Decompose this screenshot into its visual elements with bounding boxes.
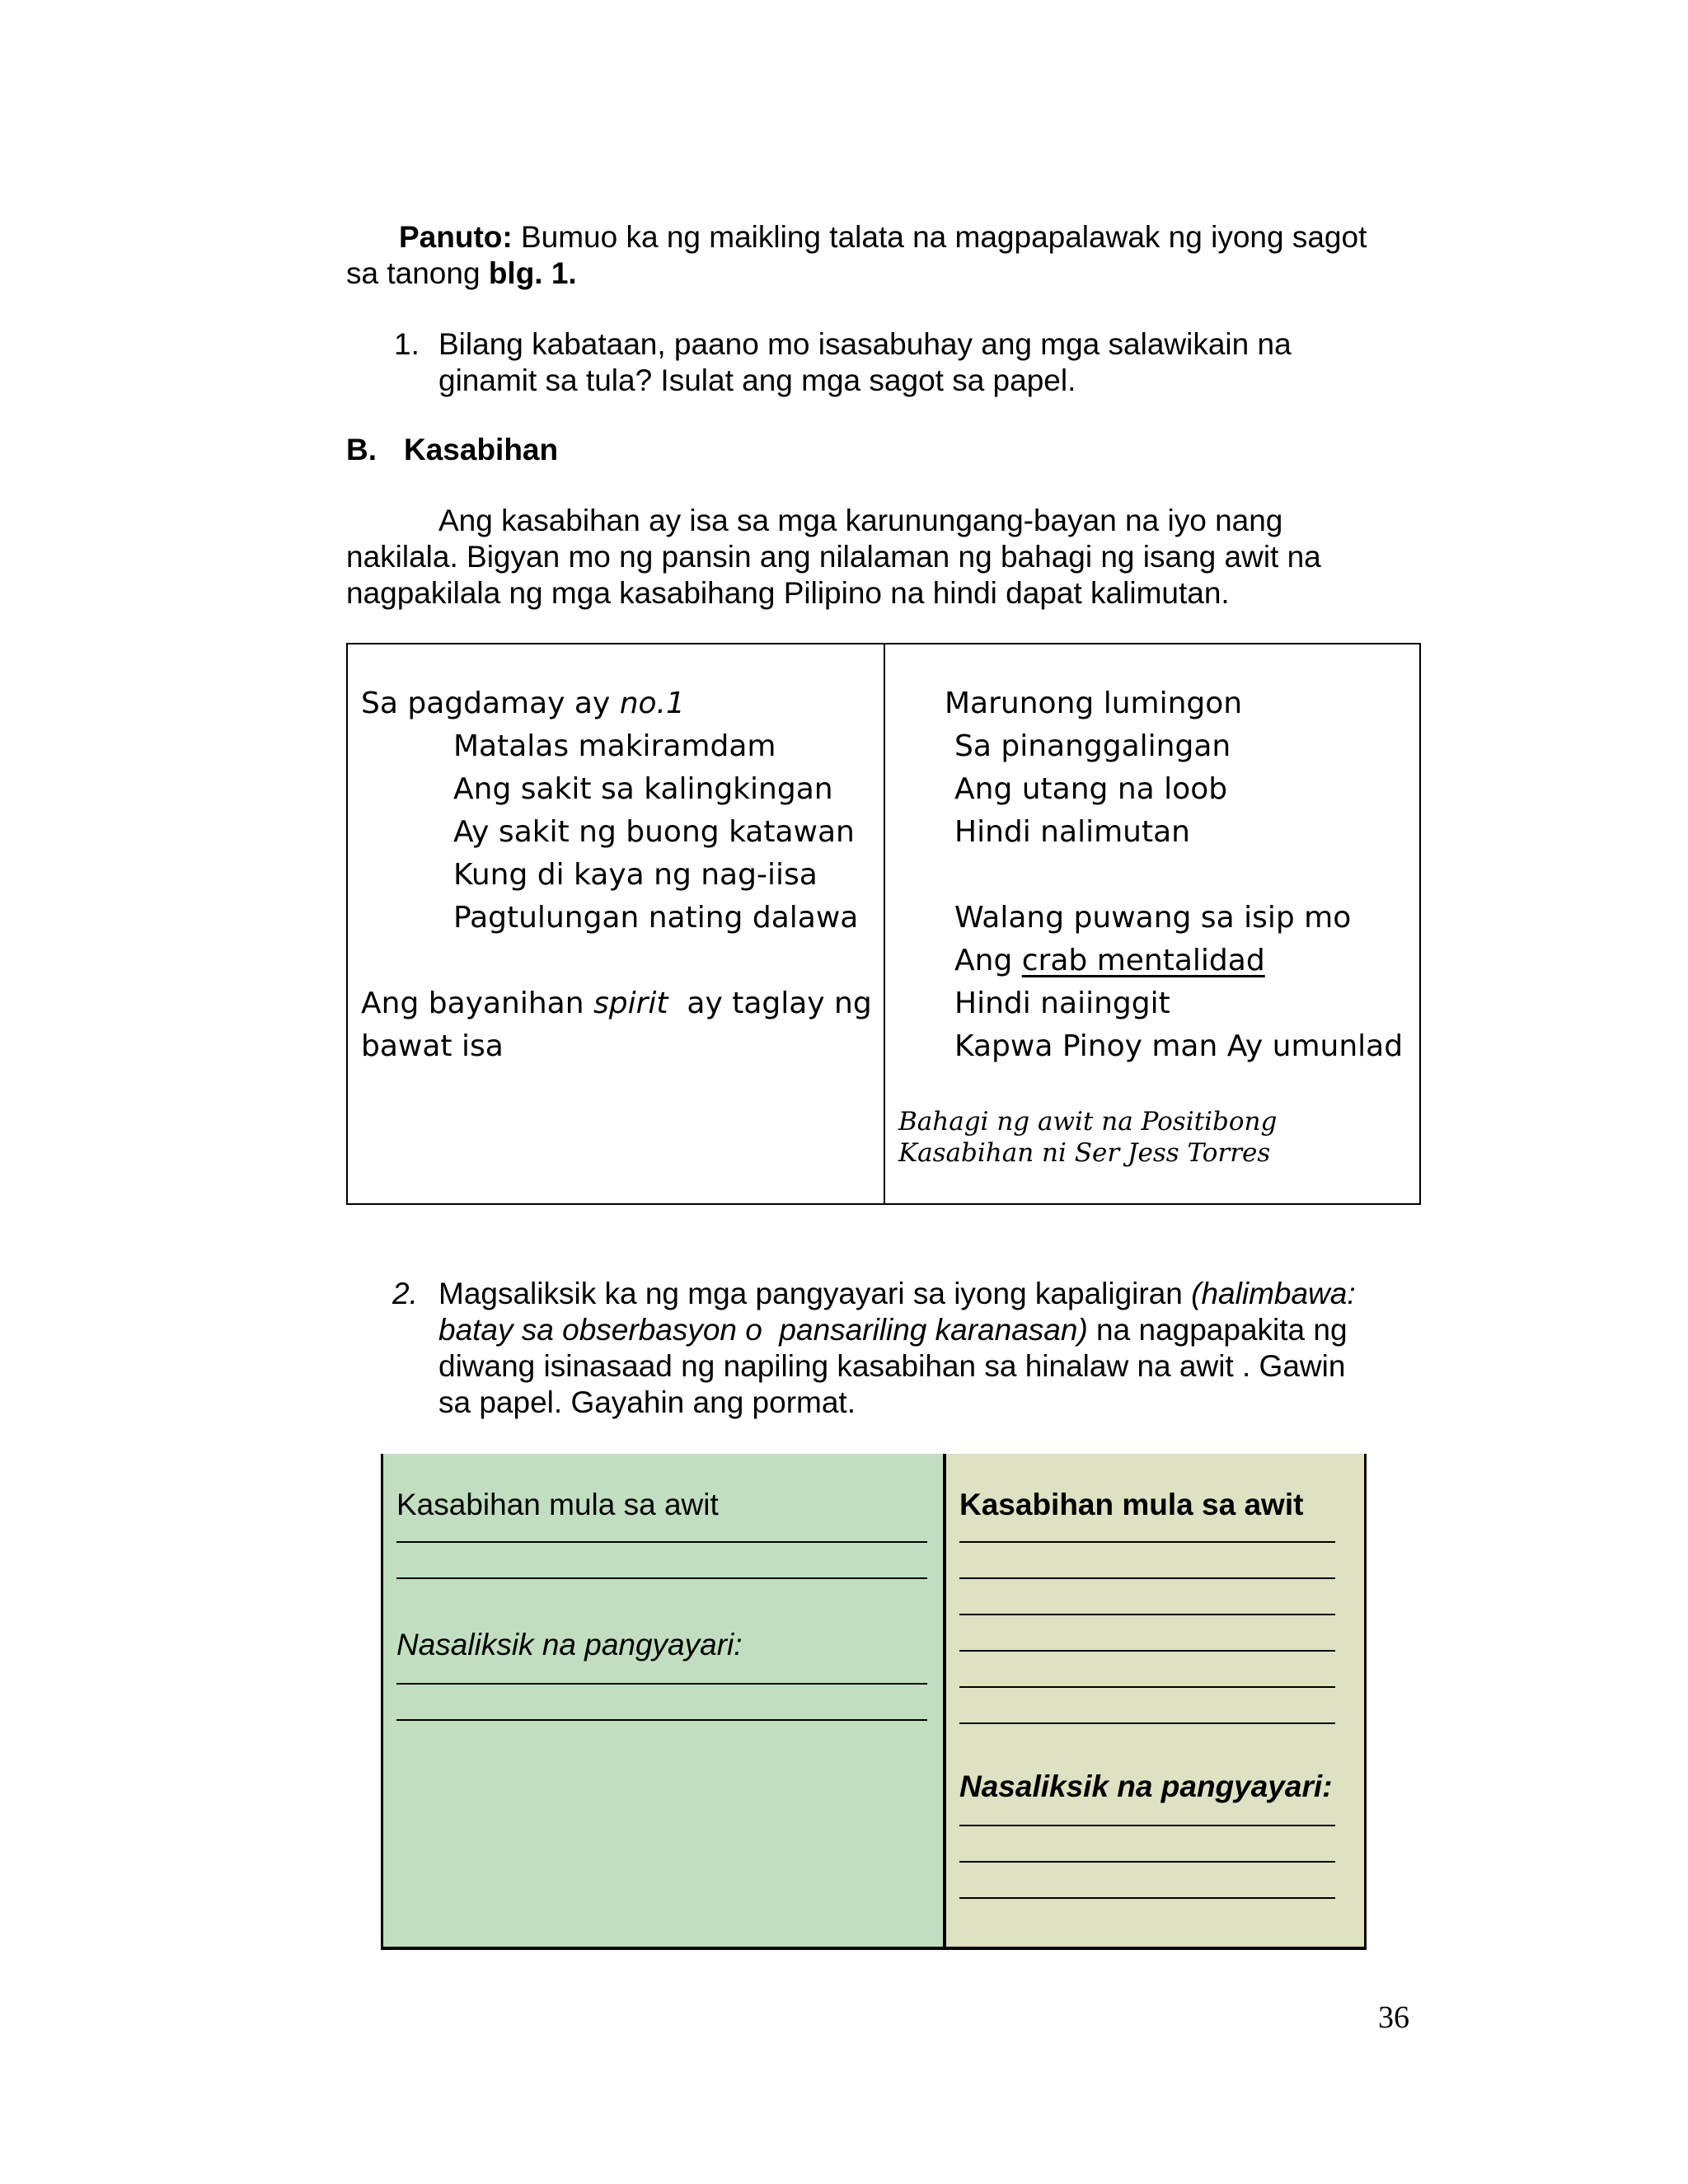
panuto-text-a: Bumuo ka ng maikling talata na magpapalawak ng iyong sagot [512,220,1367,254]
item2-line-4: sa papel. Gayahin ang pormat. [438,1385,856,1419]
song-left-line-6: Pagtulungan nating dalawa [453,901,859,935]
format-left-lines-2 [396,1614,927,1721]
format-left-label-2: Nasaliksik na pangyayari: [396,1628,743,1661]
format-right-lines-1 [959,1507,1335,1724]
intro-line-2: nakilala. Bigyan mo ng pansin ang nilalaman ng bahagi ng isang awit na [346,540,1321,574]
song-right-line-4: Hindi nalimutan [954,815,1190,849]
song-right-line-7: Hindi naiinggit [954,987,1170,1020]
item1-line-2: ginamit sa tula? Isulat ang mga sagot sa papel. [438,363,1076,397]
song-left-line-2: Matalas makiramdam [453,729,776,763]
item2-line-3: diwang isinasaad ng napiling kasabihan sa hinalaw na awit . Gawin [438,1349,1346,1383]
format-right-label-1: Kasabihan mula sa awit [959,1488,1304,1521]
song-left-bayanihan-line: Ang bayanihan spirit ay taglay ng [361,987,872,1020]
crab-mentalidad: crab mentalidad [1021,944,1265,977]
format-left-lines-1 [396,1507,927,1579]
format-right-label-2: Nasaliksik na pangyayari: [959,1769,1333,1803]
song-right-line-6: Ang crab mentalidad [954,944,1265,977]
panuto-line-2 [346,255,577,292]
item1-line-1: Bilang kabataan, paano mo isasabuhay ang mga salawikain na [438,327,1292,361]
song-left-line-3: Ang sakit sa kalingkingan [453,772,833,806]
format-left-cell [381,1454,946,1950]
song-right-line-8: Kapwa Pinoy man Ay umunlad [954,1029,1404,1063]
song-right-line-5: Walang puwang sa isip mo [954,901,1352,935]
song-table-divider [884,644,885,1203]
item1-number: 1. [394,327,420,361]
page-number: 36 [1378,2000,1409,2035]
section-b-title: Kasabihan [404,433,559,466]
format-left-label-1: Kasabihan mula sa awit [396,1488,719,1521]
song-table [346,643,1421,1205]
song-right-line-1: Marunong lumingon [945,687,1243,720]
item2-line-1: Magsaliksik ka ng mga pangyayari sa iyong kapaligiran (halimbawa: [438,1277,1356,1310]
song-credit-line-1: Bahagi ng awit na Positibong [898,1107,1278,1137]
song-left-column [361,682,872,1068]
panuto-text-b: sa tanong [346,256,489,290]
song-left-line-5: Kung di kaya ng nag-iisa [453,858,818,892]
section-b-letter: B. [346,433,377,466]
song-right-line-3: Ang utang na loob [954,772,1228,806]
item2-number: 2. [392,1277,418,1310]
song-right-line-2: Sa pinanggalingan [954,729,1231,763]
song-left-stanza-indented [361,725,872,940]
panuto-label: Panuto: [399,220,513,254]
panuto-ref: blg. 1. [488,256,577,290]
song-left-line-4: Ay sakit ng buong katawan [453,815,855,849]
song-right-stanza-1 [945,725,1414,1068]
format-right-lines-2 [959,1790,1335,1899]
song-left-bawat-isa: bawat isa [361,1029,504,1063]
song-credit-line-2: Kasabihan ni Ser Jess Torres [898,1138,1271,1168]
song-credit [898,1106,1409,1169]
song-right-column [945,682,1414,1068]
intro-line-3: nagpakilala ng mga kasabihang Pilipino na hindi dapat kalimutan. [346,576,1230,610]
panuto-line-1 [399,219,1367,255]
format-table [381,1454,1367,1950]
song-left-line-1: Sa pagdamay ay no.1 [361,687,685,720]
intro-line-1: Ang kasabihan ay isa sa mga karunungang-bayan na iyo nang [438,504,1283,537]
item2-line-2: batay sa obserbasyon o pansariling karanasan) na nagpapakita ng [438,1313,1348,1347]
format-right-cell [946,1454,1367,1950]
